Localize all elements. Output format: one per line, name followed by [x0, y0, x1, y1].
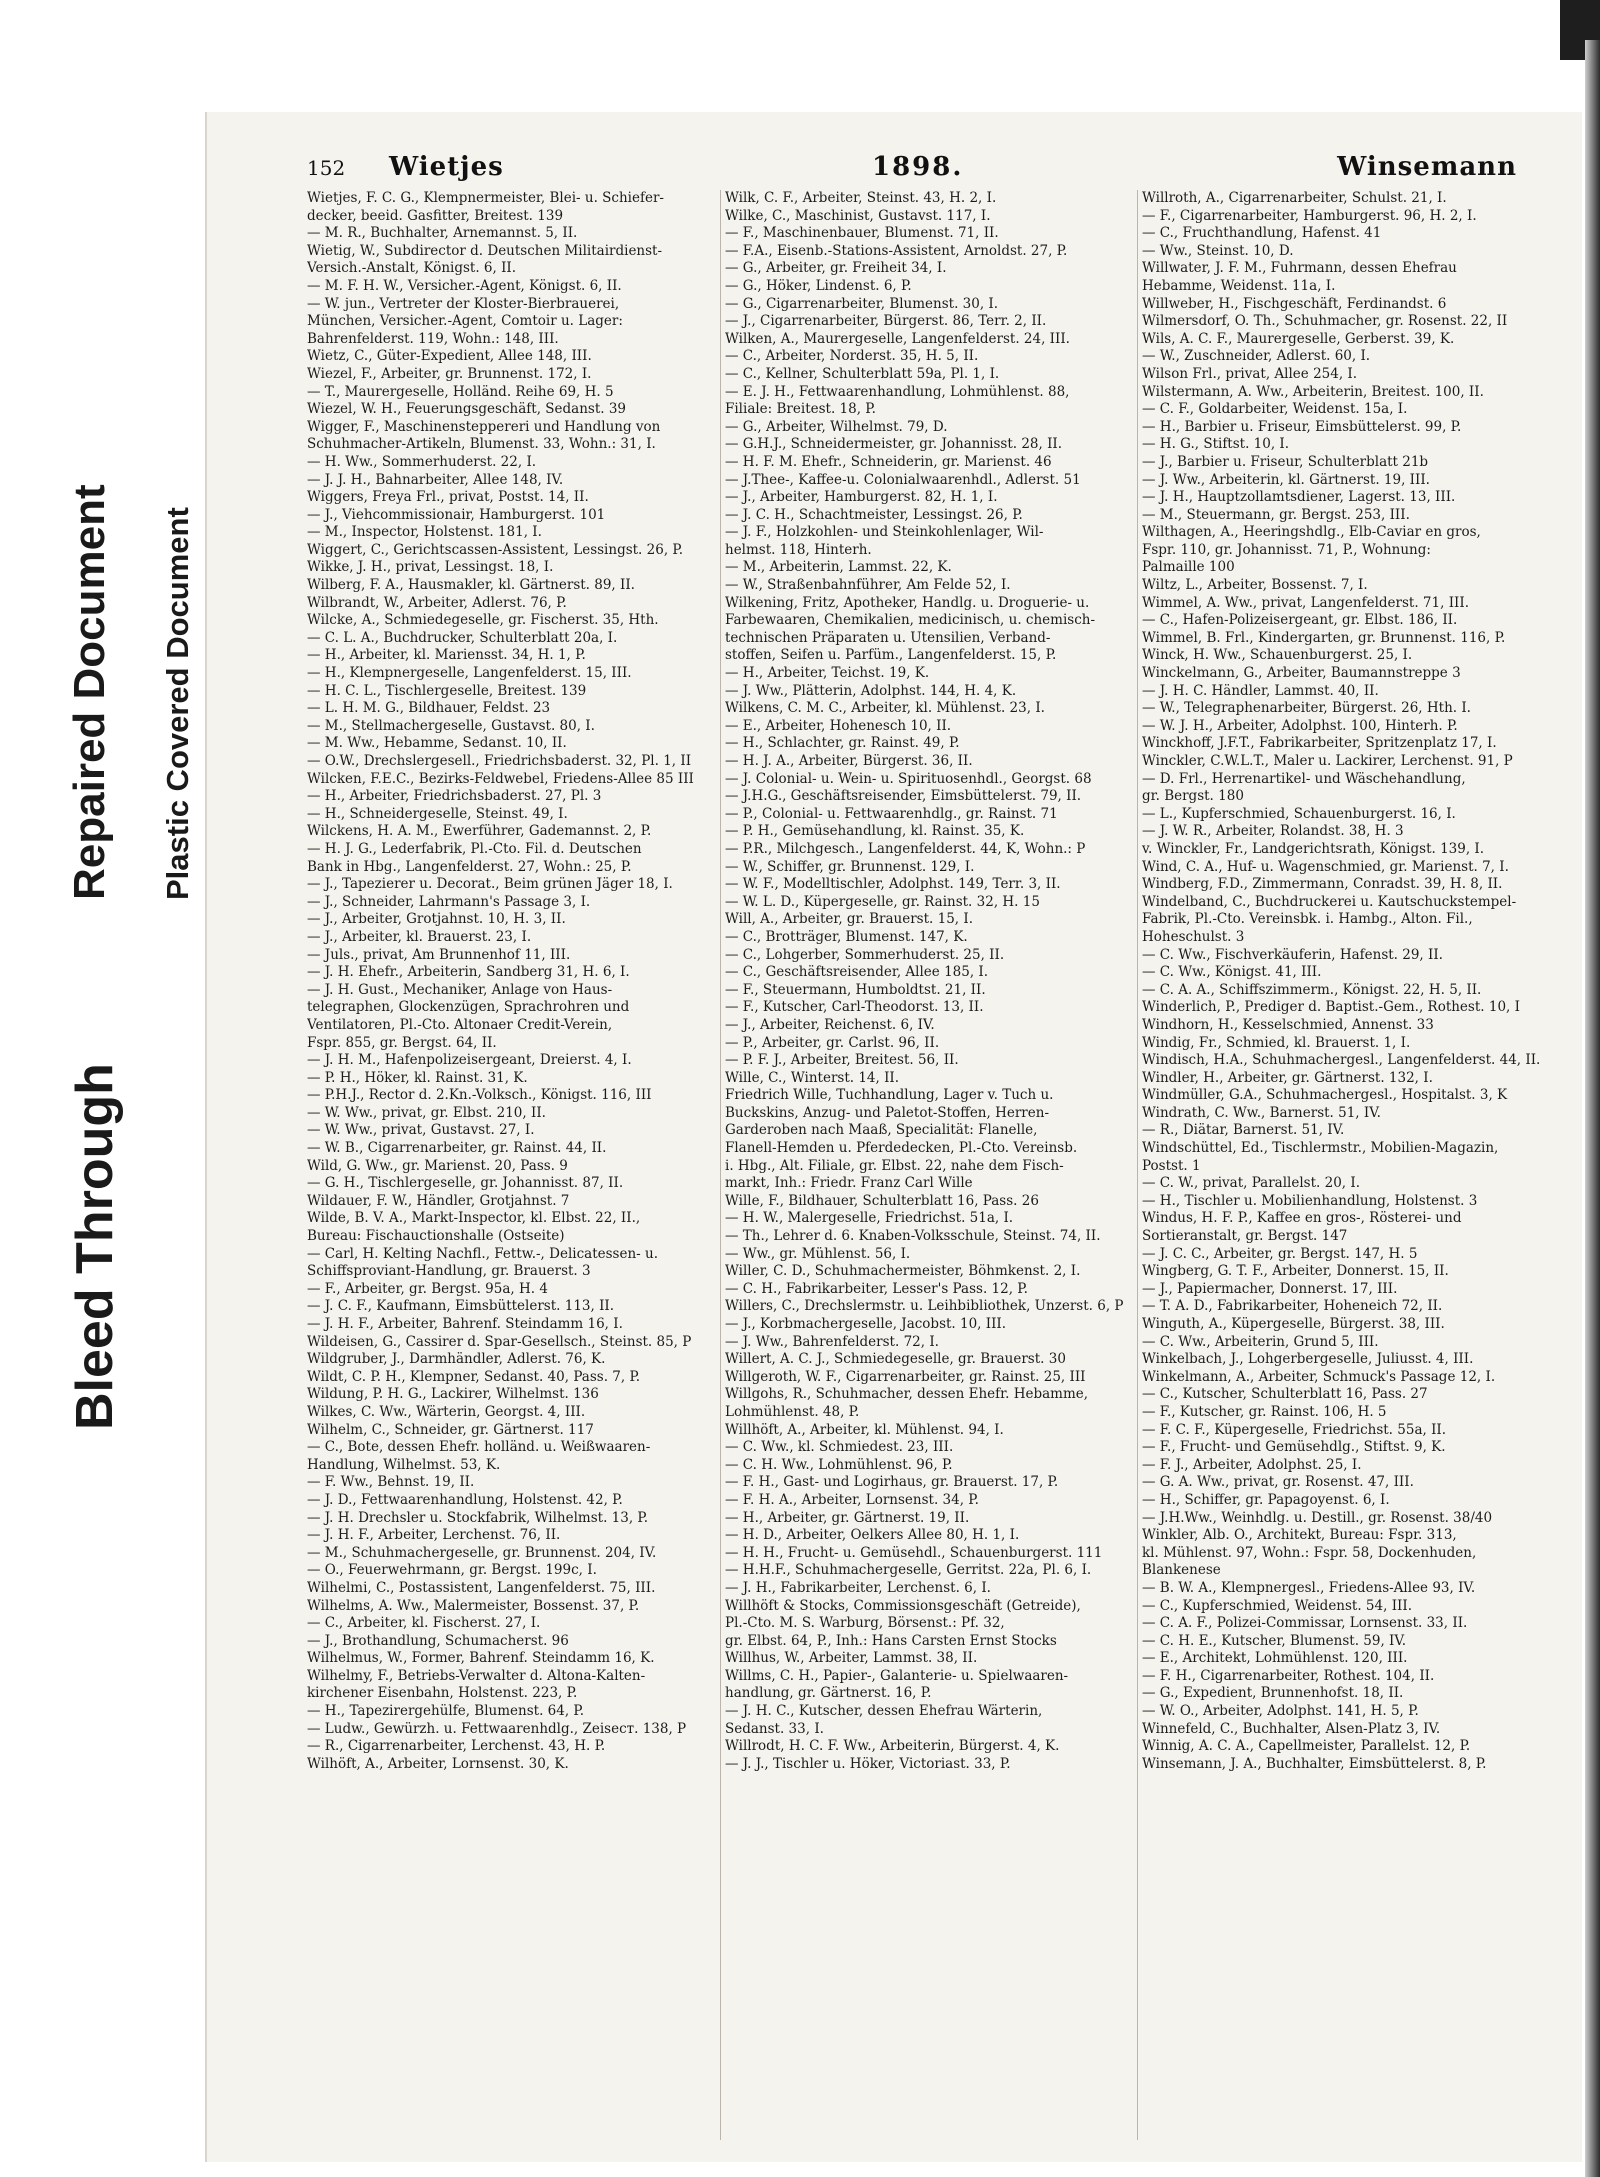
directory-entry: technischen Präparaten u. Utensilien, Verband- — [725, 629, 1051, 646]
directory-entry: helmst. 118, Hinterh. — [725, 541, 872, 558]
directory-entry: — W. O., Arbeiter, Adolphst. 141, H. 5, P. — [1142, 1703, 1419, 1720]
directory-entry: — F. J., Arbeiter, Adolphst. 25, I. — [1142, 1456, 1362, 1473]
directory-entry: — H., Klempnergeselle, Langenfelderst. 15, III. — [307, 665, 632, 682]
directory-entry: Willroth, A., Cigarrenarbeiter, Schulst. 21, I. — [1142, 190, 1447, 206]
directory-entry: — F., Kutscher, gr. Rainst. 106, H. 5 — [1142, 1403, 1387, 1420]
directory-entry: Wildgruber, J., Darmhändler, Adlerst. 76, K. — [307, 1351, 606, 1368]
directory-entry: — C., Kellner, Schulterblatt 59a, Pl. 1, I. — [725, 365, 1000, 382]
directory-entry: — H., Schiffer, gr. Papagoyenst. 6, I. — [1142, 1491, 1390, 1508]
directory-entry: Bureau: Fischauctionshalle (Ostseite) — [307, 1228, 565, 1245]
directory-entry: — H. G., Stiftst. 10, I. — [1142, 436, 1290, 453]
directory-entry: — J. Ww., Plätterin, Adolphst. 144, H. 4, K. — [725, 682, 1017, 699]
directory-entry: — Ludw., Gewürzh. u. Fettwaarenhdlg., Zeiseст. 138, P — [307, 1720, 687, 1737]
directory-entry: — F. Ww., Behnst. 19, II. — [307, 1474, 475, 1491]
directory-entry: Willgohs, R., Schuhmacher, dessen Ehefr. Hebamme, — [725, 1386, 1089, 1403]
header-first-entry: Wietjes — [389, 152, 504, 182]
directory-entry: Hoheschulst. 3 — [1142, 928, 1245, 945]
directory-entry: Willhöft, A., Arbeiter, kl. Mühlenst. 94, I. — [725, 1421, 1004, 1438]
directory-entry: — H. F. M. Ehefr., Schneiderin, gr. Marienst. 46 — [725, 453, 1052, 470]
directory-entry: — W., Schiffer, gr. Brunnenst. 129, I. — [725, 858, 975, 875]
directory-entry: — J., Arbeiter, Grotjahnst. 10, H. 3, II. — [307, 911, 566, 928]
directory-entry: — J., Brothandlung, Schumacherst. 96 — [307, 1632, 569, 1649]
directory-entry: — J.Thee-, Kaffee-u. Colonialwaarenhdl., Adlerst. 51 — [725, 471, 1081, 488]
directory-column-3 — [1137, 190, 1550, 2140]
directory-entry: — C. Ww., Königst. 41, III. — [1142, 964, 1322, 981]
directory-entry: — F., Cigarrenarbeiter, Hamburgerst. 96, H. 2, I. — [1142, 207, 1477, 224]
directory-entry: Willhöft & Stocks, Commissionsgeschäft (Getreide), — [725, 1597, 1081, 1614]
directory-entry: — D. Frl., Herrenartikel- und Wäschehandlung, — [1142, 770, 1466, 787]
directory-entry: Windisch, H.A., Schuhmachergesl., Langenfelderst. 44, II. — [1142, 1052, 1541, 1069]
directory-entry: — J. Ww., Bahrenfelderst. 72, I. — [725, 1333, 939, 1350]
directory-entry: — Carl, H. Kelting Nachfl., Fettw.-, Delicatessen- u. — [307, 1245, 658, 1262]
directory-entry: Willweber, H., Fischgeschäft, Ferdinandst. 6 — [1142, 295, 1447, 312]
directory-entry: — J. H. M., Hafenpolizeisergeant, Dreierst. 4, I. — [307, 1052, 632, 1069]
directory-entry: — C., Lohgerber, Sommerhuderst. 25, II. — [725, 946, 1005, 963]
directory-entry: — J. W. R., Arbeiter, Rolandst. 38, H. 3 — [1142, 823, 1404, 840]
directory-entry: — F., Frucht- und Gemüsehdlg., Stiftst. 9, K. — [1142, 1439, 1446, 1456]
directory-entry: — P., Colonial- u. Fettwaarenhdlg., gr. Rainst. 71 — [725, 805, 1058, 822]
directory-entry: — C., Kupferschmied, Weidenst. 54, III. — [1142, 1597, 1412, 1614]
directory-entry: Wigger, F., Maschinensteppereri und Handlung von — [307, 418, 661, 435]
directory-entry: Wildt, C. P. H., Klempner, Sedanst. 40, Pass. 7, P. — [307, 1368, 641, 1385]
directory-entry: Winckelmann, G., Arbeiter, Baumannstreppe 3 — [1142, 665, 1461, 682]
directory-entry: Sedanst. 33, I. — [725, 1720, 824, 1737]
directory-entry: — J., Cigarrenarbeiter, Bürgerst. 86, Terr. 2, II. — [725, 313, 1047, 330]
directory-entry: Handlung, Wilhelmst. 53, K. — [307, 1456, 501, 1473]
directory-entry: — J. C. C., Arbeiter, gr. Bergst. 147, H. 5 — [1142, 1245, 1418, 1262]
directory-entry: — O., Feuerwehrmann, gr. Bergst. 199c, I. — [307, 1562, 597, 1579]
directory-entry: — C., Arbeiter, Norderst. 35, H. 5, II. — [725, 348, 979, 365]
directory-entry: — H. D., Arbeiter, Oelkers Allee 80, H. 1, I. — [725, 1527, 1020, 1544]
directory-entry: kl. Mühlenst. 97, Wohn.: Fspr. 58, Dockenhuden, — [1142, 1544, 1477, 1561]
directory-entry: — C. H. Ww., Lohmühlenst. 96, P. — [725, 1456, 953, 1473]
directory-entry: — J. H. Ehefr., Arbeiterin, Sandberg 31, H. 6, I. — [307, 964, 630, 981]
directory-entry: Wildeisen, G., Cassirer d. Spar-Gesellsch., Steinst. 85, P — [307, 1333, 692, 1350]
directory-entry: — P. H., Gemüsehandlung, kl. Rainst. 35, K. — [725, 823, 1025, 840]
directory-entry: — G. H., Tischlergeselle, gr. Johannisst. 87, II. — [307, 1175, 624, 1192]
directory-entry: Sortieranstalt, gr. Bergst. 147 — [1142, 1228, 1348, 1245]
directory-entry: — F. H., Gast- und Logirhaus, gr. Brauerst. 17, P. — [725, 1474, 1059, 1491]
directory-entry: Ventilatoren, Pl.-Cto. Altonaer Credit-Verein, — [307, 1016, 613, 1033]
directory-entry: — G. A. Ww., privat, gr. Rosenst. 47, III. — [1142, 1474, 1414, 1491]
directory-entry: kirchener Eisenbahn, Holstenst. 223, P. — [307, 1685, 578, 1702]
directory-entry: — H. C. L., Tischlergeselle, Breitest. 139 — [307, 682, 587, 699]
directory-entry: — L. H. M. G., Bildhauer, Feldst. 23 — [307, 700, 551, 717]
directory-entry: — W., Zuschneider, Adlerst. 60, I. — [1142, 348, 1371, 365]
directory-entry: — W. J. H., Arbeiter, Adolphst. 100, Hinterh. P. — [1142, 717, 1458, 734]
directory-entry: — F., Kutscher, Carl-Theodorst. 13, II. — [725, 999, 984, 1016]
directory-entry: — C. Ww., kl. Schmiedest. 23, III. — [725, 1439, 954, 1456]
directory-entry: — R., Diätar, Barnerst. 51, IV. — [1142, 1122, 1345, 1139]
directory-entry: Willhus, W., Arbeiter, Lammst. 38, II. — [725, 1650, 978, 1667]
directory-entry: Willms, C. H., Papier-, Galanterie- u. Spielwaaren- — [725, 1667, 1069, 1684]
directory-entry: Winkelmann, A., Arbeiter, Schmuck's Passage 12, I. — [1142, 1368, 1496, 1385]
directory-entry: — H., Barbier u. Friseur, Eimsbüttelerst. 99, P. — [1142, 418, 1462, 435]
directory-entry: — P., Arbeiter, gr. Carlst. 96, II. — [725, 1034, 940, 1051]
directory-entry: — J. H., Fabrikarbeiter, Lerchenst. 6, I. — [725, 1579, 991, 1596]
directory-entry: Windelband, C., Buchdruckerei u. Kautschuckstempel- — [1142, 893, 1517, 910]
directory-entry: Winsemann, J. A., Buchhalter, Eimsbüttelerst. 8, P. — [1142, 1755, 1487, 1772]
directory-entry: Bank in Hbg., Langenfelderst. 27, Wohn.: 25, P. — [307, 858, 632, 875]
directory-entry: — J., Arbeiter, Hamburgerst. 82, H. 1, I. — [725, 489, 998, 506]
directory-entry: — J., Arbeiter, Reichenst. 6, IV. — [725, 1016, 935, 1033]
directory-entry: — J. H. C., Kutscher, dessen Ehefrau Wärterin, — [725, 1703, 1043, 1720]
directory-entry: Wilthagen, A., Heeringshdlg., Elb-Caviar en gros, — [1142, 524, 1481, 541]
directory-entry: i. Hbg., Alt. Filiale, gr. Elbst. 22, nahe dem Fisch- — [725, 1157, 1064, 1174]
directory-entry: Wiezel, W. H., Feuerungsgeschäft, Sedanst. 39 — [307, 401, 627, 418]
directory-entry: Schiffsproviant-Handlung, gr. Brauerst. 3 — [307, 1263, 591, 1280]
directory-entry: — F. C. F., Küpergeselle, Friedrichst. 55a, II. — [1142, 1421, 1447, 1438]
directory-entry: Willers, C., Drechslermstr. u. Leihbibliothek, Unzerst. 6, P — [725, 1298, 1124, 1315]
directory-entry: — G., Cigarrenarbeiter, Blumenst. 30, I. — [725, 295, 999, 312]
directory-entry: — J., Korbmachergeselle, Jacobst. 10, III. — [725, 1316, 1007, 1332]
directory-entry: — H., Arbeiter, kl. Mariensst. 34, H. 1, P. — [307, 647, 586, 664]
directory-columns — [307, 190, 1577, 2140]
directory-entry: — F.A., Eisenb.-Stations-Assistent, Arnoldst. 27, P. — [725, 242, 1068, 259]
directory-entry: — J. H. C. Händler, Lammst. 40, II. — [1142, 682, 1379, 699]
directory-entry: Wiltz, L., Arbeiter, Bossenst. 7, I. — [1142, 577, 1368, 594]
directory-entry: Will, A., Arbeiter, gr. Brauerst. 15, I. — [725, 911, 973, 928]
directory-entry: Wilke, C., Maschinist, Gustavst. 117, I. — [725, 207, 991, 224]
directory-entry: — M. R., Buchhalter, Arnemannst. 5, II. — [307, 225, 578, 242]
directory-entry: Wilkes, C. Ww., Wärterin, Georgst. 4, III. — [307, 1403, 586, 1420]
directory-entry: — H., Tapezirergehülfe, Blumenst. 64, P. — [307, 1703, 585, 1720]
directory-entry: Wingberg, G. T. F., Arbeiter, Donnerst. 15, II. — [1142, 1263, 1449, 1280]
directory-entry: — J.H.Ww., Weinhdlg. u. Destill., gr. Rosenst. 38/40 — [1142, 1509, 1493, 1526]
directory-entry: — P.R., Milchgesch., Langenfelderst. 44, K, Wohn.: P — [725, 840, 1086, 857]
directory-entry: — C. A. F., Polizei-Commissar, Lornsenst. 33, II. — [1142, 1615, 1468, 1632]
directory-entry: — J., Barbier u. Friseur, Schulterblatt 21b — [1142, 453, 1429, 470]
directory-entry: — H. H., Frucht- u. Gemüsehdl., Schauenburgerst. 111 — [725, 1544, 1103, 1561]
directory-entry: Wille, C., Winterst. 14, II. — [725, 1069, 900, 1086]
directory-entry: Blankenese — [1142, 1562, 1221, 1579]
directory-entry: — C. F., Goldarbeiter, Weidenst. 15a, I. — [1142, 401, 1408, 418]
directory-entry: Wilberg, F. A., Hausmakler, kl. Gärtnerst. 89, II. — [307, 577, 635, 594]
directory-entry: — Juls., privat, Am Brunnenhof 11, III. — [307, 946, 571, 963]
directory-entry: Wilk, C. F., Arbeiter, Steinst. 43, H. 2, I. — [725, 190, 997, 206]
directory-entry: — M., Inspector, Holstenst. 181, I. — [307, 524, 542, 541]
directory-entry: — J. C. F., Kaufmann, Eimsbüttelerst. 113, II. — [307, 1298, 615, 1315]
directory-entry: — F. H., Cigarrenarbeiter, Rothest. 104, II. — [1142, 1667, 1435, 1684]
directory-entry: Hebamme, Weidenst. 11a, I. — [1142, 277, 1336, 294]
directory-entry: Lohmühlenst. 48, P. — [725, 1403, 860, 1420]
directory-entry: Wilkening, Fritz, Apotheker, Handlg. u. Droguerie- u. — [725, 594, 1090, 611]
directory-entry: Wietz, C., Güter-Expedient, Allee 148, III. — [307, 348, 592, 365]
directory-entry: Winkelbach, J., Lohgerbergeselle, Juliusst. 4, III. — [1142, 1351, 1474, 1368]
directory-entry: Windig, Fr., Schmied, kl. Brauerst. 1, I. — [1142, 1034, 1411, 1051]
directory-entry: — J. Colonial- u. Wein- u. Spirituosenhdl., Georgst. 68 — [725, 770, 1092, 787]
directory-entry: Windmüller, G.A., Schuhmachergesl., Hospitalst. 3, K — [1142, 1087, 1508, 1104]
directory-entry: Wiggers, Freya Frl., privat, Postst. 14, II. — [307, 489, 589, 506]
directory-entry: Filiale: Breitest. 18, P. — [725, 401, 876, 418]
directory-entry: Winnefeld, C., Buchhalter, Alsen-Platz 3, IV. — [1142, 1720, 1441, 1737]
directory-entry: — M., Stellmachergeselle, Gustavst. 80, I. — [307, 717, 595, 734]
directory-entry: — J. H., Hauptzollamtsdiener, Lagerst. 13, III. — [1142, 489, 1456, 506]
page-number: 152 — [307, 156, 346, 180]
directory-entry: — W., Straßenbahnführer, Am Felde 52, I. — [725, 577, 1011, 594]
directory-entry: Wilson Frl., privat, Allee 254, I. — [1142, 365, 1358, 382]
directory-entry: — C. W., privat, Parallelst. 20, I. — [1142, 1175, 1360, 1192]
directory-entry: Wiggert, C., Gerichtscassen-Assistent, Lessingst. 26, P. — [307, 541, 684, 558]
directory-entry: Wils, A. C. F., Maurergeselle, Gerberst. 39, K. — [1142, 330, 1455, 347]
directory-entry: — J., Papiermacher, Donnerst. 17, III. — [1142, 1280, 1398, 1297]
directory-entry: Willrodt, H. C. F. Ww., Arbeiterin, Bürgerst. 4, K. — [725, 1738, 1060, 1755]
directory-entry: — T., Maurergeselle, Holländ. Reihe 69, H. 5 — [307, 383, 614, 400]
directory-entry: — H. Ww., Sommerhuderst. 22, I. — [307, 453, 537, 470]
directory-entry: handlung, gr. Gärtnerst. 16, P. — [725, 1685, 932, 1702]
directory-entry: — F., Maschinenbauer, Blumenst. 71, II. — [725, 225, 999, 242]
plastic-covered-label: Plastic Covered Document — [160, 507, 195, 900]
directory-entry: Wietjes, F. C. G., Klempnermeister, Blei- u. Schiefer- — [307, 190, 664, 206]
directory-entry: Wilstermann, A. Ww., Arbeiterin, Breitest. 100, II. — [1142, 383, 1484, 400]
directory-entry: — H. J. A., Arbeiter, Bürgerst. 36, II. — [725, 753, 973, 769]
directory-entry: decker, beeid. Gasfitter, Breitest. 139 — [307, 207, 564, 224]
directory-entry: — C., Bote, dessen Ehefr. holländ. u. Weißwaaren- — [307, 1439, 651, 1456]
directory-entry: Willer, C. D., Schuhmachermeister, Böhmkenst. 2, I. — [725, 1263, 1081, 1280]
directory-entry: — F., Steuermann, Humboldtst. 21, II. — [725, 981, 986, 998]
directory-entry: Wietig, W., Subdirector d. Deutschen Militairdienst- — [307, 242, 663, 259]
directory-entry: Flanell-Hemden u. Pferdedecken, Pl.-Cto. Vereinsb. — [725, 1140, 1078, 1157]
directory-entry: Wikke, J. H., privat, Lessingst. 18, I. — [307, 559, 554, 576]
directory-entry: — R., Cigarrenarbeiter, Lerchenst. 43, H. P. — [307, 1738, 606, 1755]
directory-entry: — G.H.J., Schneidermeister, gr. Johannisst. 28, II. — [725, 436, 1063, 453]
directory-entry: — J., Viehcommissionair, Hamburgerst. 101 — [307, 506, 606, 523]
directory-entry: Wimmel, A. Ww., privat, Langenfelderst. 71, III. — [1142, 594, 1469, 611]
directory-entry: Wiezel, F., Arbeiter, gr. Brunnenst. 172, I. — [307, 365, 592, 382]
directory-entry: — F., Arbeiter, gr. Bergst. 95a, H. 4 — [307, 1280, 548, 1297]
directory-entry: Wimmel, B. Frl., Kindergarten, gr. Brunnenst. 116, P. — [1142, 629, 1506, 646]
directory-entry: — W. Ww., privat, gr. Elbst. 210, II. — [307, 1104, 546, 1121]
directory-entry: Wilckens, H. A. M., Ewerführer, Gademannst. 2, P. — [307, 823, 652, 840]
directory-entry: Wilhelm, C., Schneider, gr. Gärtnerst. 117 — [307, 1421, 594, 1438]
directory-entry: Willert, A. C. J., Schmiedegeselle, gr. Brauerst. 30 — [725, 1351, 1066, 1368]
directory-entry: Windberg, F.D., Zimmermann, Conradst. 39, H. 8, II. — [1142, 876, 1503, 893]
directory-entry: Fabrik, Pl.-Cto. Vereinsbk. i. Hambg., Alton. Fil., — [1142, 911, 1473, 928]
directory-entry: — H., Tischler u. Mobilienhandlung, Holstenst. 3 — [1142, 1192, 1478, 1209]
directory-entry: — M. F. H. W., Versicher.-Agent, Königst. 6, II. — [307, 277, 622, 294]
directory-entry: — E., Architekt, Lohmühlenst. 120, III. — [1142, 1650, 1408, 1667]
directory-entry: — C. Ww., Arbeiterin, Grund 5, III. — [1142, 1333, 1379, 1350]
directory-entry: Windhorn, H., Kesselschmied, Annenst. 33 — [1142, 1016, 1434, 1033]
directory-entry: — G., Arbeiter, Wilhelmst. 79, D. — [725, 418, 948, 435]
directory-entry: — J.H.G., Geschäftsreisender, Eimsbüttelerst. 79, II. — [725, 788, 1082, 805]
directory-entry: telegraphen, Glockenzügen, Sprachrohren und — [307, 999, 630, 1016]
directory-entry: — E., Arbeiter, Hohenesch 10, II. — [725, 717, 952, 734]
directory-entry: — W. L. D., Küpergeselle, gr. Rainst. 32, H. 15 — [725, 893, 1040, 910]
directory-entry: Postst. 1 — [1142, 1157, 1201, 1174]
directory-entry: — E. J. H., Fettwaarenhandlung, Lohmühlenst. 88, — [725, 383, 1070, 400]
directory-entry: — T. A. D., Fabrikarbeiter, Hoheneich 72, II. — [1142, 1298, 1443, 1315]
directory-entry: — O.W., Drechslergesell., Friedrichsbaderst. 32, Pl. 1, II — [307, 753, 692, 769]
directory-entry: — C., Hafen-Polizeisergeant, gr. Elbst. 186, II. — [1142, 612, 1458, 629]
directory-entry: — M., Steuermann, gr. Bergst. 253, III. — [1142, 506, 1410, 523]
page-content — [307, 152, 1577, 2142]
directory-entry: — M., Schuhmachergeselle, gr. Brunnenst. 204, IV. — [307, 1544, 657, 1561]
directory-entry: — J. J. H., Bahnarbeiter, Allee 148, IV. — [307, 471, 564, 488]
directory-entry: — H. W., Malergeselle, Friedrichst. 51a, I. — [725, 1210, 1014, 1227]
directory-entry: Windschüttel, Ed., Tischlermstr., Mobilien-Magazin, — [1142, 1140, 1499, 1157]
directory-entry: Winkler, Alb. O., Architekt, Bureau: Fspr. 313, — [1142, 1527, 1457, 1544]
directory-entry: Willwater, J. F. M., Fuhrmann, dessen Ehefrau — [1142, 260, 1457, 277]
directory-entry: — J. F., Holzkohlen- und Steinkohlenlager, Wil- — [725, 524, 1044, 541]
directory-entry: — W. Ww., privat, Gustavst. 27, I. — [307, 1122, 535, 1139]
directory-entry: Windrath, C. Ww., Barnerst. 51, IV. — [1142, 1104, 1381, 1121]
directory-entry: — C. Ww., Fischverkäuferin, Hafenst. 29, II. — [1142, 946, 1443, 963]
directory-entry: Buckskins, Anzug- und Paletot-Stoffen, Herren- — [725, 1104, 1049, 1121]
directory-entry: Bahrenfelderst. 119, Wohn.: 148, III. — [307, 330, 559, 347]
directory-entry: Wildauer, F. W., Händler, Grotjahnst. 7 — [307, 1192, 570, 1209]
directory-entry: Fspr. 855, gr. Bergst. 64, II. — [307, 1034, 497, 1051]
directory-entry: Winck, H. Ww., Schauenburgerst. 25, I. — [1142, 647, 1413, 664]
directory-entry: — C., Kutscher, Schulterblatt 16, Pass. 27 — [1142, 1386, 1428, 1403]
directory-entry: — W., Telegraphenarbeiter, Bürgerst. 26, Hth. I. — [1142, 700, 1471, 717]
directory-entry: Windler, H., Arbeiter, gr. Gärtnerst. 132, I. — [1142, 1069, 1433, 1086]
directory-entry: Wilhelmi, C., Postassistent, Langenfelderst. 75, III. — [307, 1579, 656, 1596]
directory-entry: Wilcke, A., Schmiedegeselle, gr. Fischerst. 35, Hth. — [307, 612, 659, 629]
directory-entry: — W. jun., Vertreter der Kloster-Bierbrauerei, — [307, 295, 620, 312]
scan-edge-right — [1585, 40, 1600, 2177]
directory-entry: — P. H., Höker, kl. Rainst. 31, K. — [307, 1069, 528, 1086]
directory-entry: — P. F. J., Arbeiter, Breitest. 56, II. — [725, 1052, 959, 1069]
directory-entry: — G., Höker, Lindenst. 6, P. — [725, 277, 912, 294]
directory-entry: Willgeroth, W. F., Cigarrenarbeiter, gr. Rainst. 25, III — [725, 1368, 1086, 1385]
directory-entry: — C. L. A., Buchdrucker, Schulterblatt 20a, I. — [307, 629, 618, 646]
side-labels — [20, 0, 195, 2177]
directory-entry: v. Winckler, Fr., Landgerichtsrath, Königst. 139, I. — [1142, 840, 1485, 857]
directory-entry: — Ww., gr. Mühlenst. 56, I. — [725, 1245, 911, 1262]
directory-entry: München, Versicher.-Agent, Comtoir u. Lager: — [307, 313, 623, 330]
directory-entry: — H., Schlachter, gr. Rainst. 49, P. — [725, 735, 960, 752]
directory-entry: Winckhoff, J.F.T., Fabrikarbeiter, Spritzenplatz 17, I. — [1142, 735, 1497, 752]
directory-entry: stoffen, Seifen u. Parfüm., Langenfelderst. 15, P. — [725, 647, 1057, 664]
directory-entry: Friedrich Wille, Tuchhandlung, Lager v. Tuch u. — [725, 1087, 1054, 1104]
directory-entry: Winguth, A., Küpergeselle, Bürgerst. 38, III. — [1142, 1316, 1445, 1332]
directory-entry: — H., Schneidergeselle, Steinst. 49, I. — [307, 805, 568, 822]
directory-entry: Wilhelms, A. Ww., Malermeister, Bossenst. 37, P. — [307, 1597, 640, 1614]
directory-entry: — H.H.F., Schuhmachergeselle, Gerritst. 22a, Pl. 6, I. — [725, 1562, 1092, 1579]
directory-entry: Fspr. 110, gr. Johannisst. 71, P., Wohnung: — [1142, 541, 1431, 558]
directory-entry: Wilbrandt, W., Arbeiter, Adlerst. 76, P. — [307, 594, 567, 611]
directory-entry: Wille, F., Bildhauer, Schulterblatt 16, Pass. 26 — [725, 1192, 1039, 1209]
directory-entry: — H., Arbeiter, Teichst. 19, K. — [725, 665, 930, 682]
directory-entry: Wilhelmus, W., Former, Bahrenf. Steindamm 16, K. — [307, 1650, 655, 1667]
directory-entry: — C., Geschäftsreisender, Allee 185, I. — [725, 964, 989, 981]
repaired-document-label: Repaired Document — [65, 484, 114, 900]
directory-entry: Windus, H. F. P., Kaffee en gros-, Rösterei- und — [1142, 1210, 1462, 1227]
directory-entry: Garderoben nach Maaß, Specialität: Flanelle, — [725, 1122, 1038, 1139]
directory-entry: — G., Expedient, Brunnenhofst. 18, II. — [1142, 1685, 1404, 1702]
bleed-through-label: Bleed Through — [66, 1063, 124, 1430]
directory-entry: — C., Brotträger, Blumenst. 147, K. — [725, 928, 968, 945]
directory-entry: — C. H. E., Kutscher, Blumenst. 59, IV. — [1142, 1632, 1407, 1649]
directory-entry: — J., Arbeiter, kl. Brauerst. 23, I. — [307, 928, 532, 945]
directory-entry: Palmaille 100 — [1142, 559, 1235, 576]
scanned-page — [205, 112, 1582, 2162]
directory-entry: Wild, G. Ww., gr. Marienst. 20, Pass. 9 — [307, 1157, 568, 1174]
directory-entry: — G., Arbeiter, gr. Freiheit 34, I. — [725, 260, 947, 277]
directory-entry: Wilhöft, A., Arbeiter, Lornsenst. 30, K. — [307, 1755, 569, 1772]
directory-entry: Pl.-Cto. M. S. Warburg, Börsenst.: Pf. 32, — [725, 1615, 1005, 1632]
directory-entry: Wilde, B. V. A., Markt-Inspector, kl. Elbst. 22, II., — [307, 1210, 641, 1227]
directory-entry: — M. Ww., Hebamme, Sedanst. 10, II. — [307, 735, 567, 752]
directory-entry: Wildung, P. H. G., Lackirer, Wilhelmst. 136 — [307, 1386, 599, 1403]
directory-entry: — J., Tapezierer u. Decorat., Beim grünen Jäger 18, I. — [307, 876, 673, 893]
directory-entry: Wilhelmy, F., Betriebs-Verwalter d. Altona-Kalten- — [307, 1667, 646, 1684]
directory-entry: Winckler, C.W.L.T., Maler u. Lackirer, Lerchenst. 91, P — [1142, 753, 1513, 769]
directory-entry: — F. H. A., Arbeiter, Lornsenst. 34, P. — [725, 1491, 979, 1508]
directory-entry: Schuhmacher-Artikeln, Blumenst. 33, Wohn.: 31, I. — [307, 436, 656, 453]
header-last-entry: Winsemann — [1337, 152, 1517, 182]
directory-entry: Wilcken, F.E.C., Bezirks-Feldwebel, Friedens-Allee 85 III — [307, 770, 694, 787]
directory-entry: Winderlich, P., Prediger d. Baptist.-Gem., Rothest. 10, I — [1142, 999, 1520, 1016]
directory-column-2 — [720, 190, 1133, 2140]
directory-entry: Farbewaaren, Chemikalien, medicinisch, u. chemisch- — [725, 612, 1096, 629]
directory-entry: — J. C. H., Schachtmeister, Lessingst. 26, P. — [725, 506, 1023, 523]
directory-entry: Winnig, A. C. A., Capellmeister, Parallelst. 12, P. — [1142, 1738, 1471, 1755]
directory-entry: — C. H., Fabrikarbeiter, Lesser's Pass. 12, P. — [725, 1280, 1028, 1297]
directory-entry: — J. H. Gust., Mechaniker, Anlage von Haus- — [307, 981, 613, 998]
header-year: 1898. — [872, 152, 964, 182]
directory-entry: — M., Arbeiterin, Lammst. 22, K. — [725, 559, 952, 576]
directory-entry: — J. D., Fettwaarenhandlung, Holstenst. 42, P. — [307, 1491, 623, 1508]
directory-entry: — J. Ww., Arbeiterin, kl. Gärtnerst. 19, III. — [1142, 471, 1430, 488]
directory-entry: Wind, C. A., Huf- u. Wagenschmied, gr. Marienst. 7, I. — [1142, 858, 1509, 875]
directory-column-1 — [307, 190, 715, 2140]
directory-entry: — W. B., Cigarrenarbeiter, gr. Rainst. 44, II. — [307, 1140, 607, 1157]
directory-entry: — Ww., Steinst. 10, D. — [1142, 242, 1294, 259]
directory-entry: — L., Kupferschmied, Schauenburgerst. 16, I. — [1142, 805, 1456, 822]
directory-entry: — B. W. A., Klempnergesl., Friedens-Allee 93, IV. — [1142, 1579, 1476, 1596]
directory-entry: — J. J., Tischler u. Höker, Victoriast. 33, P. — [725, 1755, 1011, 1772]
directory-entry: gr. Elbst. 64, P., Inh.: Hans Carsten Ernst Stocks — [725, 1632, 1057, 1649]
directory-entry: Wilken, A., Maurergeselle, Langenfelderst. 24, III. — [725, 330, 1070, 347]
directory-entry: — C., Fruchthandlung, Hafenst. 41 — [1142, 225, 1382, 242]
directory-entry: markt, Inh.: Friedr. Franz Carl Wille — [725, 1175, 973, 1192]
directory-entry: — C., Arbeiter, kl. Fischerst. 27, I. — [307, 1615, 541, 1632]
directory-entry: — H., Arbeiter, gr. Gärtnerst. 19, II. — [725, 1509, 970, 1526]
directory-entry: — J. H. F., Arbeiter, Bahrenf. Steindamm 16, I. — [307, 1316, 623, 1332]
directory-entry: — J. H. Drechsler u. Stockfabrik, Wilhelmst. 13, P. — [307, 1509, 649, 1526]
directory-entry: — H., Arbeiter, Friedrichsbaderst. 27, Pl. 3 — [307, 788, 602, 805]
directory-entry: — W. F., Modelltischler, Adolphst. 149, Terr. 3, II. — [725, 876, 1061, 893]
directory-entry: — C. A. A., Schiffszimmerm., Königst. 22, H. 5, II. — [1142, 981, 1482, 998]
directory-entry: — H. J. G., Lederfabrik, Pl.-Cto. Fil. d. Deutschen — [307, 840, 642, 857]
directory-entry: Wilmersdorf, O. Th., Schuhmacher, gr. Rosenst. 22, II — [1142, 313, 1508, 330]
directory-entry: — P.H.J., Rector d. 2.Kn.-Volksch., Königst. 116, III — [307, 1087, 652, 1104]
directory-entry: Versich.-Anstalt, Königst. 6, II. — [307, 260, 517, 277]
directory-entry: gr. Bergst. 180 — [1142, 788, 1244, 805]
directory-entry: — J. H. F., Arbeiter, Lerchenst. 76, II. — [307, 1527, 561, 1544]
directory-entry: — J., Schneider, Lahrmann's Passage 3, I. — [307, 893, 591, 910]
directory-entry: — Th., Lehrer d. 6. Knaben-Volksschule, Steinst. 74, II. — [725, 1228, 1101, 1245]
directory-entry: Wilkens, C. M. C., Arbeiter, kl. Mühlenst. 23, I. — [725, 700, 1045, 717]
page-header — [307, 152, 1577, 186]
